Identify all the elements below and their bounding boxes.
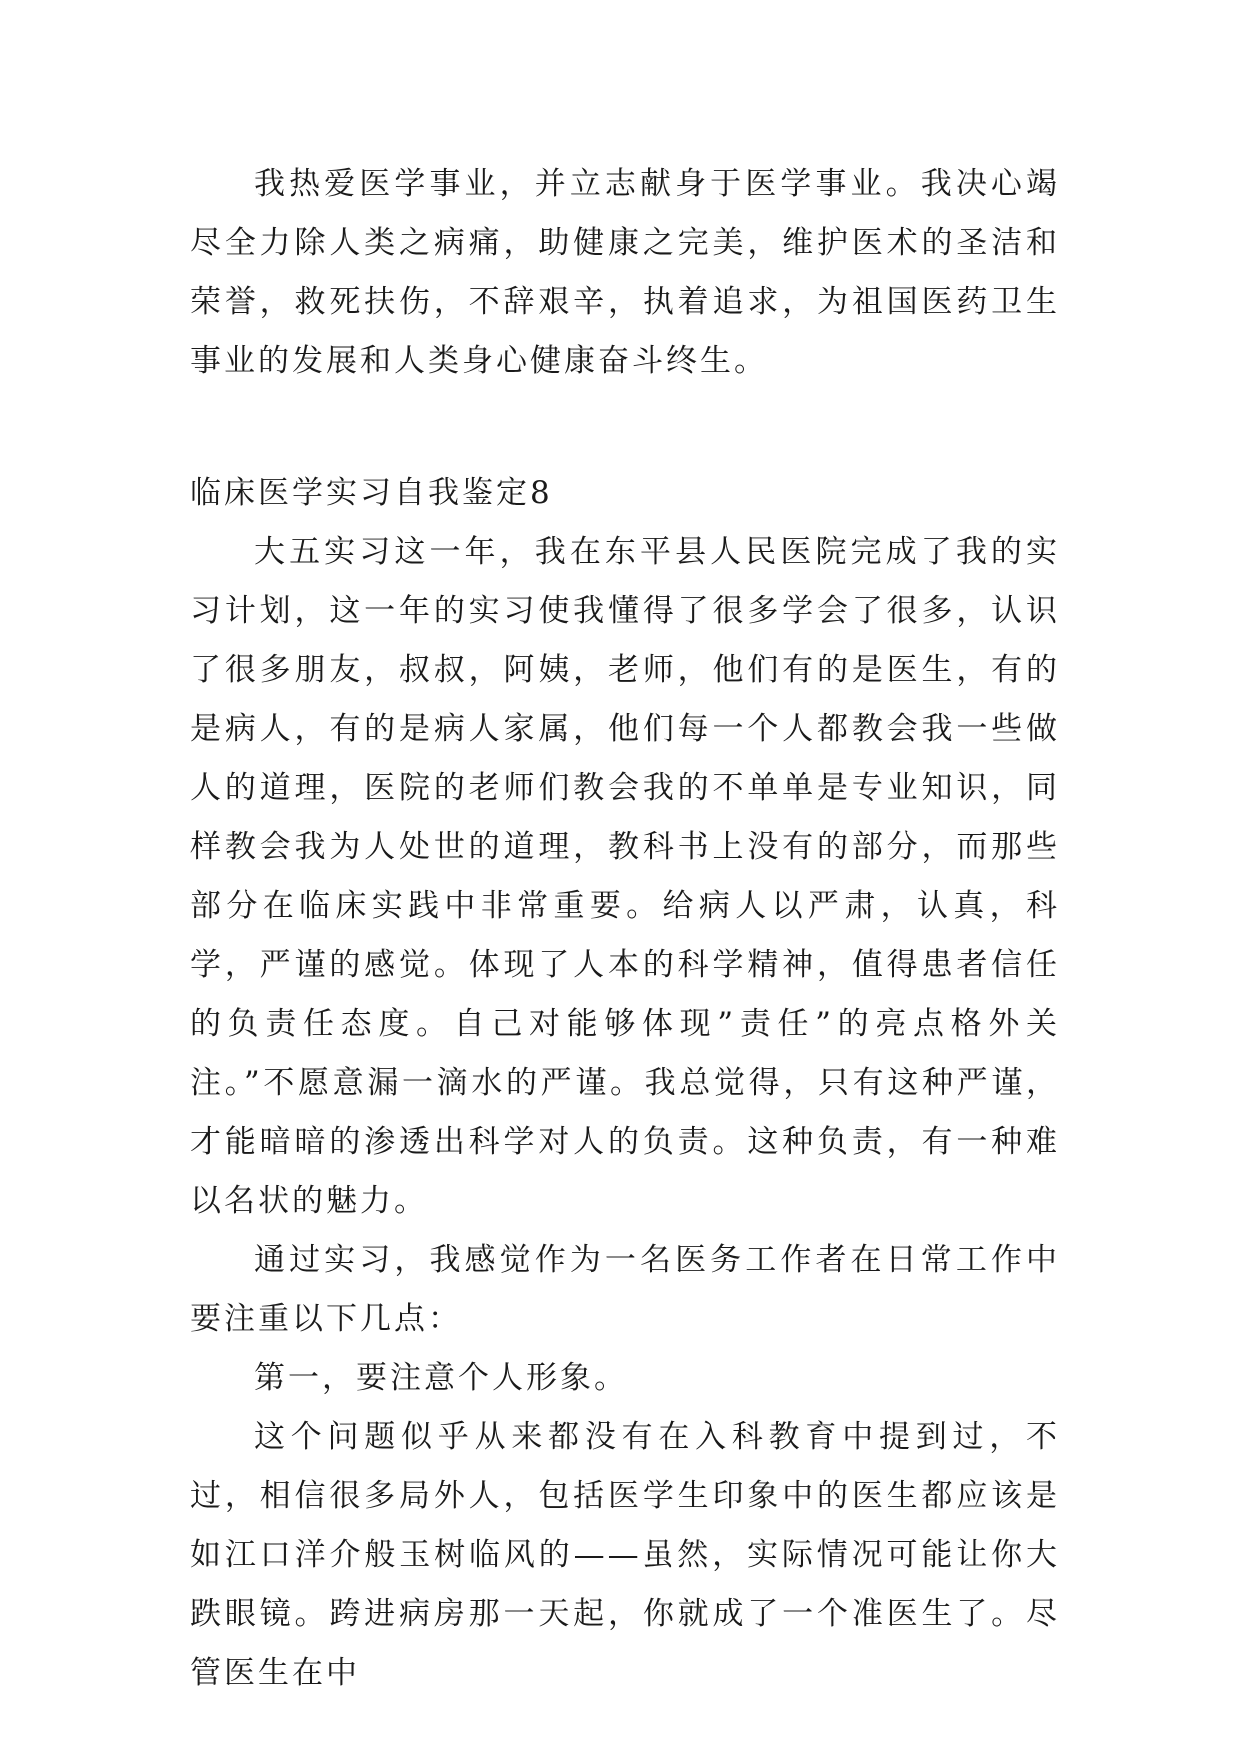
- paragraph-point-one: 第一，要注意个人形象。: [254, 1360, 628, 1396]
- paragraph-medical-oath: 我热爱医学事业，并立志献身于医学事业。我决心竭尽全力除人类之病痛，助健康之完美，维护医术的圣洁和荣誉，救死扶伤，不辞艰辛，执着追求，为祖国医药卫生事业的发展和人类身心健康奋斗终生。: [190, 166, 1060, 379]
- paragraph-personal-image: 这个问题似乎从来都没有在入科教育中提到过，不过，相信很多局外人，包括医学生印象中的医生都应该是如江口洋介般玉树临风的——虽然，实际情况可能让你大跌眼镜。跨进病房那一天起，你就成了一个准医生了。尽管医生在中: [190, 1419, 1060, 1691]
- paragraph-internship-summary: 大五实习这一年，我在东平县人民医院完成了我的实习计划，这一年的实习使我懂得了很多学会了很多，认识了很多朋友，叔叔，阿姨，老师，他们有的是医生，有的是病人，有的是病人家属，他们每一个人都教会我一些做人的道理，医院的老师们教会我的不单单是专业知识，同样教会我为人处世的道理，教科书上没有的部分，而那些部分在临床实践中非常重要。给病人以严肃，认真，科学，严谨的感觉。体现了人本的科学精神，值得患者信任的负责任态度。自己对能够体现”责任”的亮点格外关注。”不愿意漏一滴水的严谨。我总觉得，只有这种严谨，才能暗暗的渗透出科学对人的负责。这种负责，有一种难以名状的魅力。: [190, 534, 1060, 1219]
- document-page: [190, 155, 1060, 1703]
- section-spacer: [190, 391, 1060, 464]
- section-title: 临床医学实习自我鉴定8: [190, 475, 553, 511]
- paragraph-key-points-intro: 通过实习，我感觉作为一名医务工作者在日常工作中要注重以下几点：: [190, 1242, 1060, 1337]
